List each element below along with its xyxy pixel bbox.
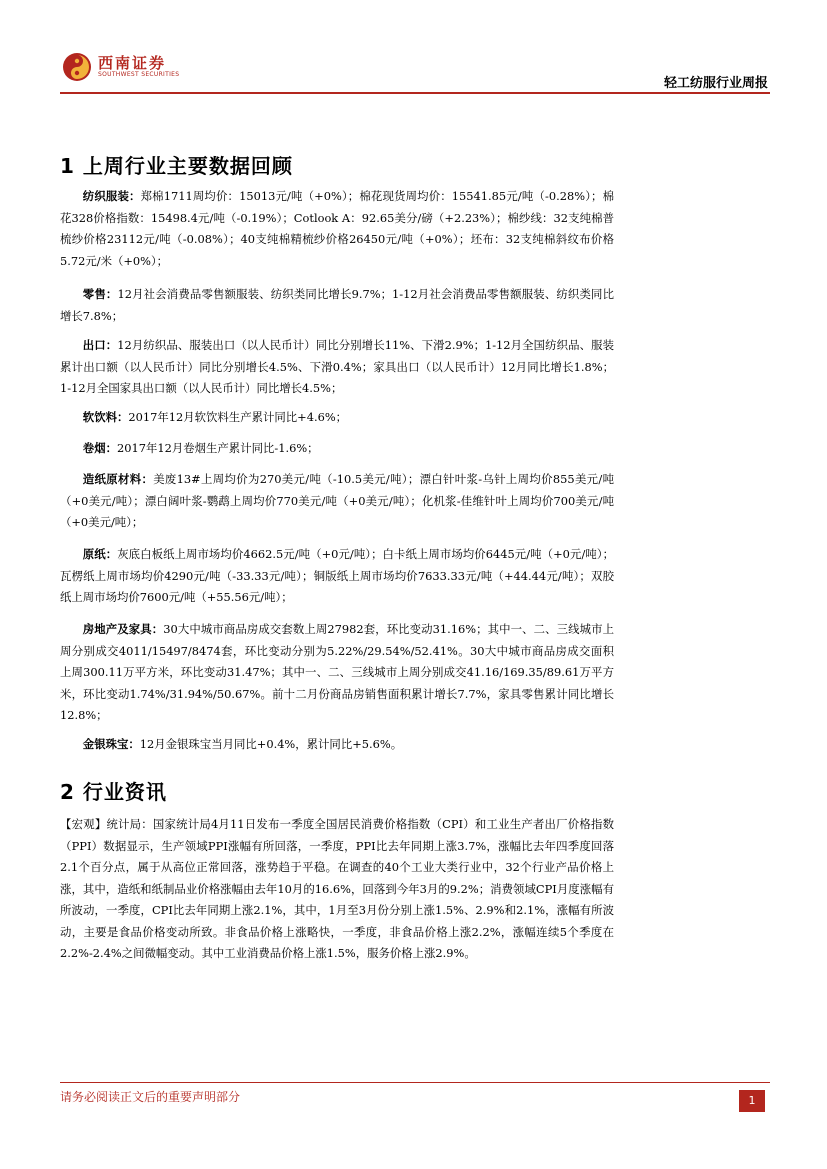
footer-divider <box>60 1082 770 1083</box>
paragraph-label: 造纸原材料： <box>82 472 154 486</box>
paragraph-label: 房地产及家具： <box>82 622 164 636</box>
company-logo <box>60 48 200 88</box>
paragraph-real-estate-furniture <box>60 619 614 727</box>
section-2-title: 2 行业资讯 <box>60 780 167 804</box>
news-macro: 【宏观】统计局：国家统计局4月11日发布一季度全国居民消费价格指数（CPI）和工业生产者出厂价格指数（PPI）数据显示，生产领域PPI涨幅有所回落，一季度，PPI比去年同期上涨3.7%，涨幅比去年四季度回落2.1个百分点，属于从高位正常回落，涨势趋于平稳。在调查的40个工业大类行业中，32个行业产品价格上涨，其中，造纸和纸制品业价格涨幅由去年10月的16.6%，回落到今年3月的9.2%；消费领域CPI月度涨幅有所波动，一季度，CPI比去年同期上涨2.1%，其中，1月至3月份分别上涨1.5%、2.9%和2.1%，涨幅有所波动，主要是食品价格变动所致。非食品价格上涨略快，一季度，非食品价格上涨2.2%，涨幅连续5个季度在2.2%-2.4%之间微幅变动。其中工业消费品价格上涨1.5%，服务价格上涨2.9%。 <box>60 817 614 960</box>
paragraph-text: 2017年12月卷烟生产累计同比-1.6%； <box>116 441 319 455</box>
paragraph-paper-raw-materials <box>60 469 614 534</box>
paragraph-label: 软饮料： <box>82 410 129 424</box>
paragraph-text: 2017年12月软饮料生产累计同比+4.6%； <box>128 410 348 424</box>
paragraph-label: 纺织服装： <box>82 189 141 203</box>
paragraph-label: 出口： <box>82 338 118 352</box>
logo-english-name: SOUTHWEST SECURITIES <box>98 71 180 78</box>
header-divider <box>60 92 770 94</box>
paragraph-text: 12月金银珠宝当月同比+0.4%，累计同比+5.6%。 <box>139 737 403 751</box>
page-number: 1 <box>739 1090 765 1112</box>
paragraph-textile <box>60 186 614 272</box>
paragraph-label: 卷烟： <box>82 441 117 455</box>
logo-emblem-icon <box>62 52 92 82</box>
paragraph-text: 灰底白板纸上周市场均价4662.5元/吨（+0元/吨）；白卡纸上周市场均价6445元/吨（+0元/吨）；瓦楞纸上周市场均价4290元/吨（-33.33元/吨）；铜版纸上周市场均价7633.33元/吨（+44.44元/吨）；双胶纸上周市场均价7600元/吨（+55.56元/吨）； <box>60 547 614 604</box>
paragraph-text: 郑棉1711周均价：15013元/吨（+0%）；棉花现货周均价：15541.85元/吨（-0.28%）；棉花328价格指数：15498.4元/吨（-0.19%）；Cotlook A：92.65美分/磅（+2.23%）；棉纱线：32支纯棉普梳纱价格23112元/吨（-0.08%）；40支纯棉精梳纱价格26450元/吨（+0%）；坯布：32支纯棉斜纹布价格5.72元/米（+0%）； <box>60 189 614 268</box>
paragraph-jewelry <box>60 734 614 756</box>
paragraph-text: 12月纺织品、服装出口（以人民币计）同比分别增长11%、下滑2.9%；1-12月全国纺织品、服装累计出口额（以人民币计）同比分别增长4.5%、下滑0.4%；家具出口（以人民币计）12月同比增长1.8%；1-12月全国家具出口额（以人民币计）同比增长4.5%； <box>60 338 614 395</box>
footer-disclaimer: 请务必阅读正文后的重要声明部分 <box>60 1090 241 1104</box>
paragraph-base-paper <box>60 544 614 609</box>
paragraph-text: 12月社会消费品零售额服装、纺织类同比增长9.7%；1-12月社会消费品零售额服装、纺织类同比增长7.8%； <box>60 287 614 323</box>
paragraph-retail <box>60 284 614 327</box>
section-1-title: 1 上周行业主要数据回顾 <box>60 154 293 178</box>
logo-chinese-name: 西南证券 <box>98 54 167 72</box>
paragraph-text: 美废13#上周均价为270美元/吨（-10.5美元/吨）；漂白针叶浆-乌针上周均价855美元/吨（+0美元/吨）；漂白阔叶浆-鹦鹉上周均价770美元/吨（+0美元/吨）；化机浆-佳维针叶上周均价700美元/吨（+0美元/吨）； <box>60 472 614 529</box>
paragraph-soft-drinks <box>60 407 614 429</box>
paragraph-export <box>60 335 614 400</box>
paragraph-text: 30大中城市商品房成交套数上周27982套，环比变动31.16%；其中一、二、三线城市上周分别成交4011/15497/8474套，环比变动分别为5.22%/29.54%/52.41%。30大中城市商品房成交面积上周300.11万平方米，环比变动31.47%；其中一、二、三线城市上周分别成交41.16/169.35/89.61万平方米，环比变动1.74%/31.94%/50.67%。前十二月份商品房销售面积累计增长7.7%，家具零售累计同比增长12.8%； <box>60 622 614 722</box>
paragraph-tobacco <box>60 438 614 460</box>
paragraph-label: 金银珠宝： <box>82 737 140 751</box>
report-title: 轻工纺服行业周报 <box>663 76 768 91</box>
page-header <box>60 48 770 92</box>
paragraph-label: 零售： <box>82 287 118 301</box>
paragraph-label: 原纸： <box>82 547 118 561</box>
